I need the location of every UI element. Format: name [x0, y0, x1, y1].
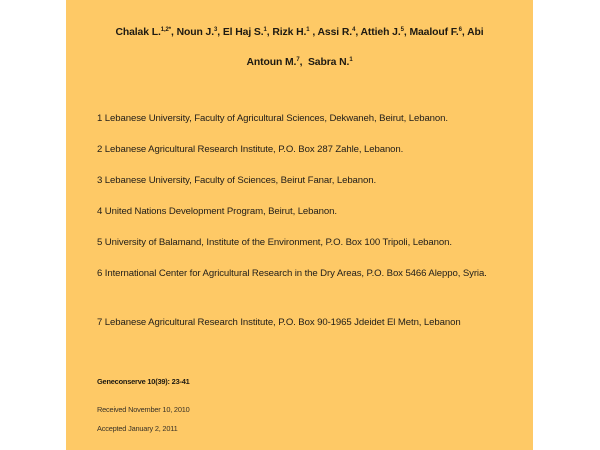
- affiliation-superscript: 4: [352, 27, 356, 33]
- author-name: Rizk H.: [272, 27, 307, 38]
- author: [272, 27, 317, 38]
- author-name: El Haj S.: [222, 27, 264, 38]
- journal-reference: Geneconserve 10(39): 23-41: [97, 377, 190, 386]
- author: [223, 27, 273, 38]
- affiliation-superscript: 6: [458, 27, 462, 33]
- separator: ,: [403, 27, 410, 38]
- affiliation-1: 1 Lebanese University, Faculty of Agricultural Sciences, Dekwaneh, Beirut, Lebanon.: [97, 113, 448, 124]
- affiliation-superscript: 1: [306, 27, 310, 33]
- author-name: Maalouf F.: [409, 27, 459, 38]
- accepted-date: Accepted January 2, 2011: [97, 424, 178, 433]
- affiliation-4: 4 United Nations Development Program, Beirut, Lebanon.: [97, 206, 337, 217]
- author-name: Chalak L.: [115, 27, 161, 38]
- affiliation-superscript: 1: [349, 57, 353, 63]
- affiliation-superscript: 1,2*: [160, 27, 172, 33]
- affiliation-superscript: 7: [296, 57, 300, 63]
- author-line-2: [66, 57, 533, 68]
- separator: ,: [171, 27, 177, 38]
- author: [308, 57, 353, 68]
- paper-page: [66, 0, 533, 450]
- affiliation-2: 2 Lebanese Agricultural Research Institute, P.O. Box 287 Zahle, Lebanon.: [97, 144, 404, 155]
- author-name: Sabra N.: [307, 57, 350, 68]
- author: [246, 57, 308, 68]
- affiliation-6: 6 International Center for Agricultural Research in the Dry Areas, P.O. Box 5466 Aleppo, Syria.: [97, 268, 487, 279]
- affiliation-superscript: 1: [263, 27, 267, 33]
- separator: ,: [355, 27, 361, 38]
- author-name: Noun J.: [176, 27, 214, 38]
- received-date: Received November 10, 2010: [97, 405, 190, 414]
- author-name: Attieh J.: [360, 27, 401, 38]
- author-name: Antoun M.: [246, 57, 297, 68]
- author: [361, 27, 410, 38]
- affiliation-superscript: 5: [400, 27, 404, 33]
- affiliation-5: 5 University of Balamand, Institute of the Environment, P.O. Box 100 Tripoli, Lebanon.: [97, 237, 452, 248]
- affiliation-7: 7 Lebanese Agricultural Research Institute, P.O. Box 90-1965 Jdeidet El Metn, Lebanon: [97, 317, 461, 328]
- separator: , Abi: [461, 27, 484, 38]
- affiliation-3: 3 Lebanese University, Faculty of Sciences, Beirut Fanar, Lebanon.: [97, 175, 377, 186]
- author: [177, 27, 223, 38]
- author-line-1: [66, 27, 533, 38]
- affiliation-superscript: 3: [214, 27, 218, 33]
- author: [318, 27, 361, 38]
- author: [409, 27, 483, 38]
- separator: ,: [299, 57, 308, 68]
- separator: ,: [309, 27, 318, 38]
- separator: ,: [266, 27, 273, 38]
- author-name: Assi R.: [317, 27, 353, 38]
- author: [115, 27, 176, 38]
- separator: ,: [217, 27, 223, 38]
